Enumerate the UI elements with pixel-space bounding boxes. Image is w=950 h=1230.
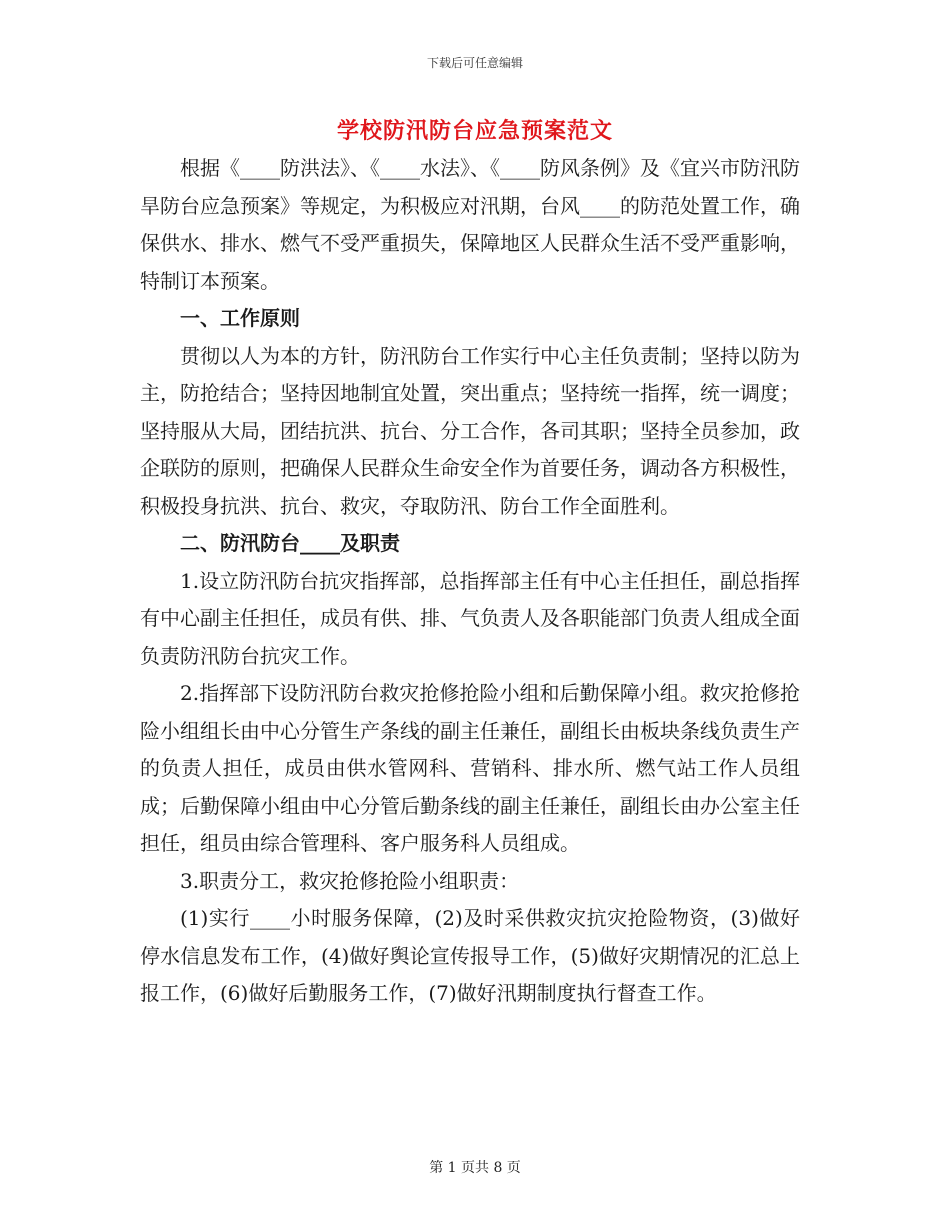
section-heading-organization: 二、防汛防台____及职责 [180, 531, 400, 555]
item-3-paragraph: 3.职责分工，救灾抢修抢险小组职责： [180, 868, 520, 893]
page-footer: 第 1 页共 8 页 [429, 1160, 521, 1176]
duties-list-paragraph: (1)实行____小时服务保障，(2)及时采供救灾抗灾抢险物资，(3)做好停水信息发布工作，(4)做好舆论宣传报导工作，(5)做好灾期情况的汇总上报工作，(6)做好后勤服务工作，(7)做好汛期制度执行督查工作。 [140, 906, 800, 1005]
section-heading-principles: 一、工作原则 [180, 306, 300, 330]
document-body [140, 150, 800, 1013]
item-1-paragraph: 1.设立防汛防台抗灾指挥部，总指挥部主任有中心主任担任，副总指挥有中心副主任担任，成员有供、排、气负责人及各职能部门负责人组成全面负责防汛防台抗灾工作。 [140, 568, 800, 668]
principles-paragraph: 贯彻以人为本的方针，防汛防台工作实行中心主任负责制；坚持以防为主，防抢结合；坚持因地制宜处置，突出重点；坚持统一指挥，统一调度；坚持服从大局，团结抗洪、抗台、分工合作，各司其职；坚持全员参加，政企联防的原则，把确保人民群众生命安全作为首要任务，调动各方积极性，积极投身抗洪、抗台、救灾，夺取防汛、防台工作全面胜利。 [140, 343, 800, 518]
page-header: 下载后可任意编辑 [426, 56, 523, 70]
document-title: 学校防汛防台应急预案范文 [336, 118, 613, 144]
intro-paragraph: 根据《____防洪法》、《____水法》、《____防风条例》及《宜兴市防汛防旱防台应急预案》等规定，为积极应对汛期，台风____的防范处置工作，确保供水、排水、燃气不受严重损失，保障地区人民群众生活不受严重影响，特制订本预案。 [140, 156, 800, 293]
item-2-paragraph: 2.指挥部下设防汛防台救灾抢修抢险小组和后勤保障小组。救灾抢修抢险小组组长由中心分管生产条线的副主任兼任，副组长由板块条线负责生产的负责人担任，成员由供水管网科、营销科、排水所、燃气站工作人员组成；后勤保障小组由中心分管后勤条线的副主任兼任，副组长由办公室主任担任，组员由综合管理科、客户服务科人员组成。 [140, 681, 800, 855]
